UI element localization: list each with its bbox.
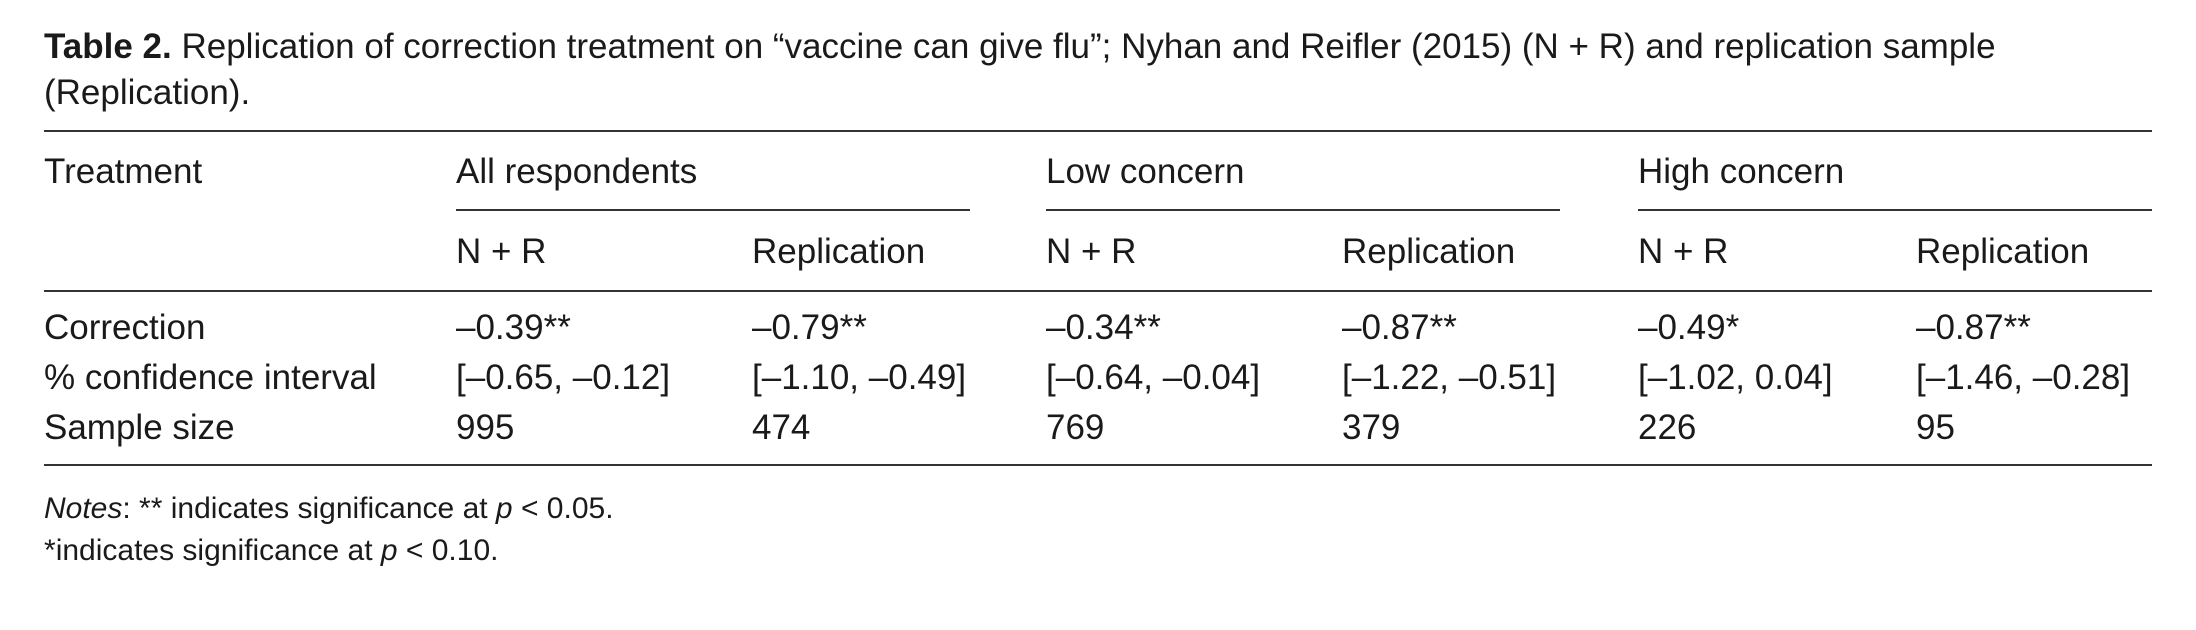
notes-text: indicates significance at bbox=[55, 534, 381, 567]
subheader-high-replication: Replication bbox=[1916, 232, 2090, 271]
group-header-all: All respondents bbox=[456, 152, 698, 191]
note-line-1 bbox=[44, 488, 614, 530]
row-label-confidence-interval: % confidence interval bbox=[44, 358, 377, 397]
table-cell: [–1.02, 0.04] bbox=[1638, 358, 1833, 397]
group-underline-high bbox=[1638, 209, 2152, 211]
table-bottom-rule bbox=[44, 464, 2152, 466]
table-cell: [–0.64, –0.04] bbox=[1046, 358, 1261, 397]
table-cell: –0.34** bbox=[1046, 308, 1161, 347]
table-cell: –0.87** bbox=[1342, 308, 1457, 347]
subheader-all-replication: Replication bbox=[752, 232, 926, 271]
header-bottom-rule bbox=[44, 290, 2152, 292]
group-underline-all bbox=[456, 209, 970, 211]
table-cell: 226 bbox=[1638, 408, 1697, 447]
notes-p: p bbox=[495, 492, 513, 525]
group-header-low: Low concern bbox=[1046, 152, 1245, 191]
table-cell: 474 bbox=[752, 408, 811, 447]
row-label-sample-size: Sample size bbox=[44, 408, 235, 447]
row-label-correction: Correction bbox=[44, 308, 206, 347]
table-cell: –0.49* bbox=[1638, 308, 1740, 347]
table-caption bbox=[44, 24, 2154, 116]
notes-text: indicates significance at bbox=[162, 492, 496, 525]
subheader-all-nr: N + R bbox=[456, 232, 547, 271]
table-cell: 769 bbox=[1046, 408, 1105, 447]
table-cell: –0.87** bbox=[1916, 308, 2031, 347]
table-cell: [–1.10, –0.49] bbox=[752, 358, 967, 397]
notes-p: p bbox=[380, 534, 398, 567]
table-label: Table 2. bbox=[44, 27, 172, 66]
note-line-2 bbox=[44, 530, 614, 572]
notes-stars: ** bbox=[139, 492, 163, 525]
table-notes bbox=[44, 488, 614, 572]
table-top-rule bbox=[44, 130, 2152, 132]
table-cell: –0.39** bbox=[456, 308, 571, 347]
table-cell: 379 bbox=[1342, 408, 1401, 447]
notes-threshold: < 0.10. bbox=[397, 534, 499, 567]
table-cell: 95 bbox=[1916, 408, 1955, 447]
table-cell: –0.79** bbox=[752, 308, 867, 347]
subheader-low-replication: Replication bbox=[1342, 232, 1516, 271]
subheader-high-nr: N + R bbox=[1638, 232, 1729, 271]
subheader-low-nr: N + R bbox=[1046, 232, 1137, 271]
group-underline-low bbox=[1046, 209, 1560, 211]
table-cell: [–1.22, –0.51] bbox=[1342, 358, 1557, 397]
treatment-header: Treatment bbox=[44, 152, 203, 191]
caption-text: Replication of correction treatment on “vaccine can give flu”; Nyhan and Reifler (2015) (N + R) and replication sample (Replication). bbox=[44, 27, 1996, 112]
group-header-high: High concern bbox=[1638, 152, 1845, 191]
notes-stars: * bbox=[44, 534, 56, 567]
notes-threshold: < 0.05. bbox=[512, 492, 614, 525]
notes-label: Notes bbox=[44, 492, 123, 525]
table-cell: [–1.46, –0.28] bbox=[1916, 358, 2131, 397]
notes-separator: : bbox=[122, 492, 140, 525]
table-cell: [–0.65, –0.12] bbox=[456, 358, 671, 397]
table-cell: 995 bbox=[456, 408, 515, 447]
